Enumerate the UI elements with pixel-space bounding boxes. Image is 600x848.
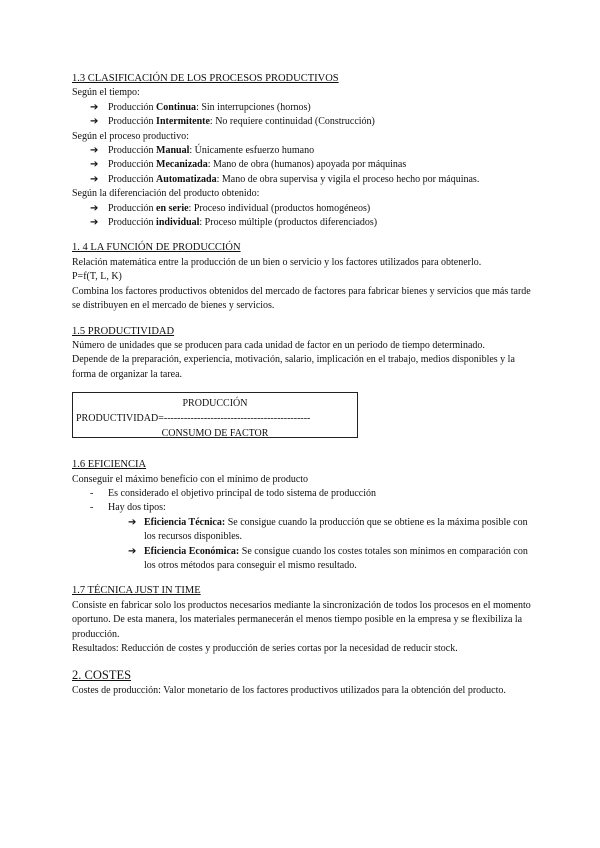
paragraph: Relación matemática entre la producción de un bien o servicio y los factores utilizados para obtenerlo. [72,256,482,268]
list-item: ➔ Producción en serie: Proceso individual (productos homogéneos) [72,202,532,216]
productivity-formula-box [72,392,358,438]
paragraph: Consiste en fabricar solo los productos necesarios mediante la sincronización de todos los procesos en el momento oportuno. De esta manera, los materiales permanecerán el menos tiempo posible en la empresa y se flexibiliza la producción. [72,599,531,640]
list-diferenciacion [72,202,532,231]
arrow-icon: ➔ [128,545,137,557]
arrow-icon: ➔ [90,159,99,171]
formula-text: P=f(T, L, K) [72,271,122,283]
list-item: ➔ Producción Automatizada: Mano de obra supervisa y vigila el proceso hecho por máquinas. [72,173,532,187]
list-item: ➔ Producción Intermitente: No requiere continuidad (Construcción) [72,115,532,129]
paragraph: Combina los factores productivos obtenidos del mercado de factores para fabricar bienes y servicios que más tarde se distribuyen en el mercado de bienes y servicios. [72,285,531,312]
section-heading-1-6: 1.6 EFICIENCIA [72,459,147,471]
list-item: ➔ Producción Mecanizada: Mano de obra (humanos) apoyada por máquinas [72,158,532,172]
group-title-diferenciacion: Según la diferenciación del producto obtenido: [72,188,260,200]
section-heading-2: 2. COSTES [72,668,132,683]
arrow-icon: ➔ [90,173,99,185]
group-title-proceso: Según el proceso productivo: [72,130,189,142]
paragraph: Depende de la preparación, experiencia, motivación, salario, implicación en el trabajo, medios disponibles y la forma de organizar la tarea. [72,354,515,380]
formula-label: PRODUCTIVIDAD=-------------------------------------------- [76,413,311,425]
arrow-icon: ➔ [128,516,137,528]
section-heading-1-7: 1.7 TÉCNICA JUST IN TIME [72,585,201,597]
paragraph: Resultados: Reducción de costes y producción de series cortas por la necesidad de reducir stock. [72,643,458,654]
formula-denominator: CONSUMO DE FACTOR [161,428,269,440]
arrow-icon: ➔ [90,116,99,128]
list-item: ➔ Eficiencia Técnica: Se consigue cuando la producción que se obtiene es la máxima posible con los recursos disponibles. [128,516,528,543]
arrow-icon: ➔ [90,202,99,214]
list-item: - Hay dos tipos: [90,502,166,514]
document-page [72,72,532,699]
arrow-icon: ➔ [90,217,99,229]
arrow-icon: ➔ [90,145,99,157]
list-item: ➔ Eficiencia Económica: Se consigue cuando los costes totales son mínimos en comparación con los otros métodos para conseguir el mismo resultado. [128,545,528,571]
section-heading-1-4: 1. 4 LA FUNCIÓN DE PRODUCCIÓN [72,242,241,254]
paragraph: Conseguir el máximo beneficio con el mínimo de producto [72,473,309,485]
list-item: ➔ Producción individual: Proceso múltiple (productos diferenciados) [72,216,532,230]
list-proceso [72,144,532,187]
section-heading-1-3: 1.3 CLASIFICACIÓN DE LOS PROCESOS PRODUCTIVOS [72,73,339,84]
list-item: ➔ Producción Continua: Sin interrupciones (hornos) [72,101,532,115]
section-heading-1-5: 1.5 PRODUCTIVIDAD [72,325,175,337]
arrow-icon: ➔ [90,101,99,113]
list-item: ➔ Producción Manual: Únicamente esfuerzo humano [72,144,532,158]
list-item: - Es considerado el objetivo principal de todo sistema de producción [90,487,376,499]
paragraph: Número de unidades que se producen para cada unidad de factor en un periodo de tiempo determinado. [72,339,485,351]
group-title-tiempo: Según el tiempo: [72,87,140,99]
paragraph: Costes de producción: Valor monetario de los factores productivos utilizados para la obtención del producto. [72,685,506,697]
list-tiempo [72,101,532,130]
formula-numerator: PRODUCCIÓN [182,398,248,410]
